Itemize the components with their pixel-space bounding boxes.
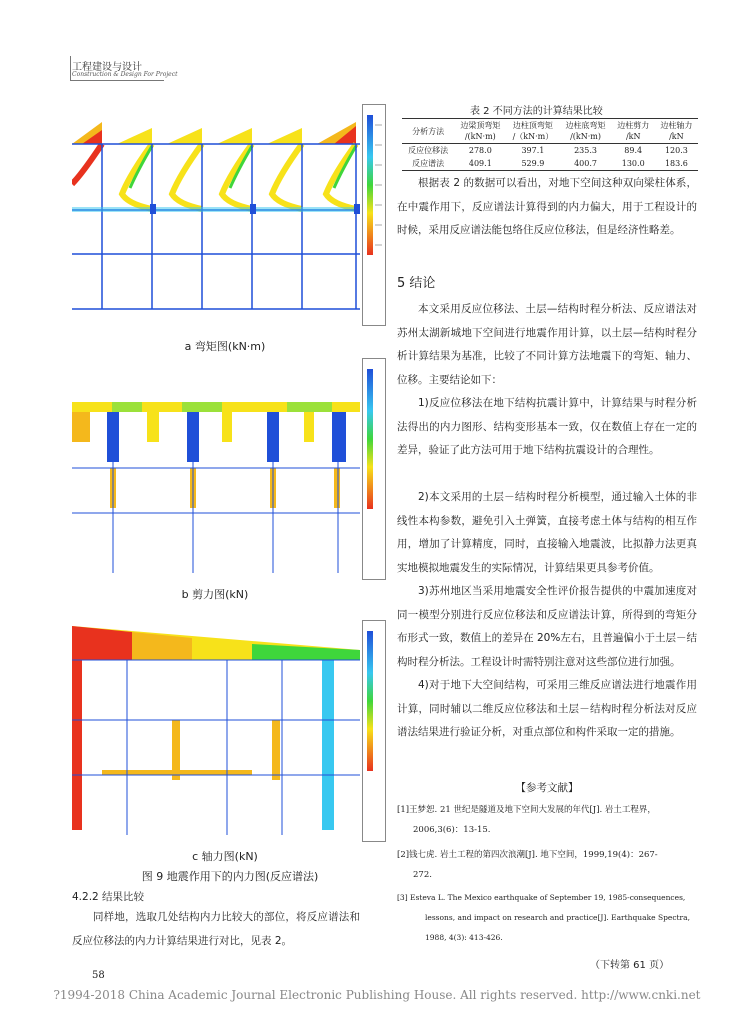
reference-3b: lessons, and impact on research and practice[J]. Earthquake Spectra, — [425, 913, 690, 922]
legend-b — [362, 358, 386, 580]
caption-a: a 弯矩图(kN·m) — [184, 340, 266, 353]
reference-3a: [3] Esteva L. The Mexico earthquake of September 19, 1985-consequences, — [397, 893, 686, 902]
table2-title: 表 2 不同方法的计算结果比较 — [470, 106, 603, 117]
shear-top-band — [72, 402, 360, 412]
reference-2a: [2]钱七虎. 岩土工程的第四次浪潮[J]. 地下空间，1999,19(4)：267- — [397, 850, 658, 860]
table-cell: 89.4 — [624, 146, 643, 155]
reference-3c: 1988, 4(3): 413-426. — [425, 933, 503, 942]
table-cell: 409.1 — [468, 159, 492, 168]
references-title: 【参考文献】 — [515, 782, 579, 794]
table-cell: 278.0 — [468, 146, 492, 155]
reference-1b: 2006,3(6)：13-15. — [413, 825, 491, 835]
axial-frame — [72, 660, 360, 835]
legend-a-scale — [363, 105, 385, 325]
moment-diagram — [72, 104, 360, 324]
journal-title-cn: 工程建设与设计 — [72, 62, 142, 73]
table-cell: 反应谱法 — [412, 159, 445, 168]
journal-title-en: Construction & Design For Project — [72, 71, 178, 78]
figure-c-axial — [72, 620, 360, 840]
figure-b-shear — [72, 358, 360, 578]
right-paragraph-6: 4)对于地下大空间结构，可采用三维反应谱法进行地震作用计算，同时辅以二维反应位移法和土层－结构时程分析法对反应谱法结果进行验证分析，对重点部位和构件采取一定的措施。 — [397, 679, 697, 738]
header-rule — [70, 80, 164, 81]
table2-header: 边柱剪力 /kN — [612, 119, 655, 144]
legend-c — [362, 620, 386, 842]
shear-diagram — [72, 358, 360, 578]
right-paragraph-5: 3)苏州地区当采用地震安全性评价报告提供的中震加速度对同一模型分别进行反应位移法和反应谱法计算，所得到的弯矩分布形式一致，数值上的差异在 20%左右，且普遍偏小于土层－结构时程分析法。工程设计时需特别注意对这些部位进行加强。 — [397, 585, 697, 668]
right-paragraph-1: 根据表 2 的数据可以看出，对地下空间这种双向梁柱体系，在中震作用下，反应谱法计算得到的内力偏大，用于工程设计的时候，采用反应谱法能包络住反应位移法，但是经济性略差。 — [397, 177, 697, 236]
table-cell: 400.7 — [574, 159, 597, 168]
section-4-2-2-title: 4.2.2 结果比较 — [72, 891, 145, 903]
table-cell: 235.3 — [574, 146, 597, 155]
continued-note: （下转第 61 页） — [590, 960, 670, 971]
caption-b: b 剪力图(kN) — [181, 588, 249, 601]
table-cell: 130.0 — [621, 159, 645, 168]
axial-diagram — [72, 620, 360, 840]
right-paragraph-3: 1)反应位移法在地下结构抗震计算中，计算结果与时程分析法得出的内力图形、结构变形基本一致，仅在数值上存在一定的差异，验证了此方法可用于地下结构抗震设计的合理性。 — [397, 397, 697, 456]
footer-copyright: ?1994-2018 China Academic Journal Electronic Publishing House. All rights reserved. http://www.cnki.net — [53, 988, 701, 1002]
legend-b-scale — [363, 359, 385, 579]
page-number: 58 — [92, 970, 105, 981]
table-cell: 183.6 — [664, 159, 688, 168]
caption-figure9: 图 9 地震作用下的内力图(反应谱法) — [141, 870, 319, 883]
axial-columns — [72, 660, 334, 830]
table-cell: 529.9 — [521, 159, 545, 168]
table2 — [402, 118, 698, 171]
caption-c: c 轴力图(kN) — [192, 850, 258, 863]
section-5-title: 5 结论 — [397, 276, 436, 291]
axial-top-band — [72, 626, 360, 660]
table-cell: 397.1 — [521, 146, 545, 155]
table-cell: 120.3 — [664, 146, 688, 155]
legend-c-scale — [363, 621, 385, 841]
reference-2b: 272. — [413, 870, 432, 880]
table2-header: 边柱顶弯矩 /（kN·m） — [506, 119, 559, 144]
right-paragraph-2: 本文采用反应位移法、土层—结构时程分析法、反应谱法对苏州太湖新城地下空间进行地震作用计算，以土层—结构时程分析计算结果为基准，比较了不同计算方法地震下的弯矩、轴力、位移。主要结论如下： — [397, 303, 697, 386]
right-paragraph-4: 2)本文采用的土层－结构时程分析模型，通过输入土体的非线性本构参数，避免引入土弹簧，直接考虑土体与结构的相互作用，增加了计算精度，同时，直接输入地震波，比拟静力法更真实地模拟地震发生的实际情况，计算结果更具参考价值。 — [397, 491, 697, 574]
table2-header: 边梁顶弯矩 /(kN·m) — [454, 119, 506, 144]
figure-a-moment — [72, 104, 360, 324]
table-row — [402, 144, 698, 158]
left-paragraph: 同样地，选取几处结构内力比较大的部位，将反应谱法和反应位移法的内力计算结果进行对比，见表 2。 — [72, 911, 360, 947]
table2-header-row — [402, 119, 698, 144]
table2-header: 边柱轴力 /kN — [655, 119, 698, 144]
table2-header: 分析方法 — [402, 119, 454, 144]
table2-header: 边柱底弯矩 /(kN·m) — [559, 119, 611, 144]
table-row — [402, 157, 698, 171]
table-cell: 反应位移法 — [408, 146, 449, 155]
legend-a — [362, 104, 386, 326]
header-rule-vertical — [70, 56, 71, 81]
reference-1a: [1]王梦恕. 21 世纪是隧道及地下空间大发展的年代[J]. 岩土工程界， — [397, 805, 656, 815]
